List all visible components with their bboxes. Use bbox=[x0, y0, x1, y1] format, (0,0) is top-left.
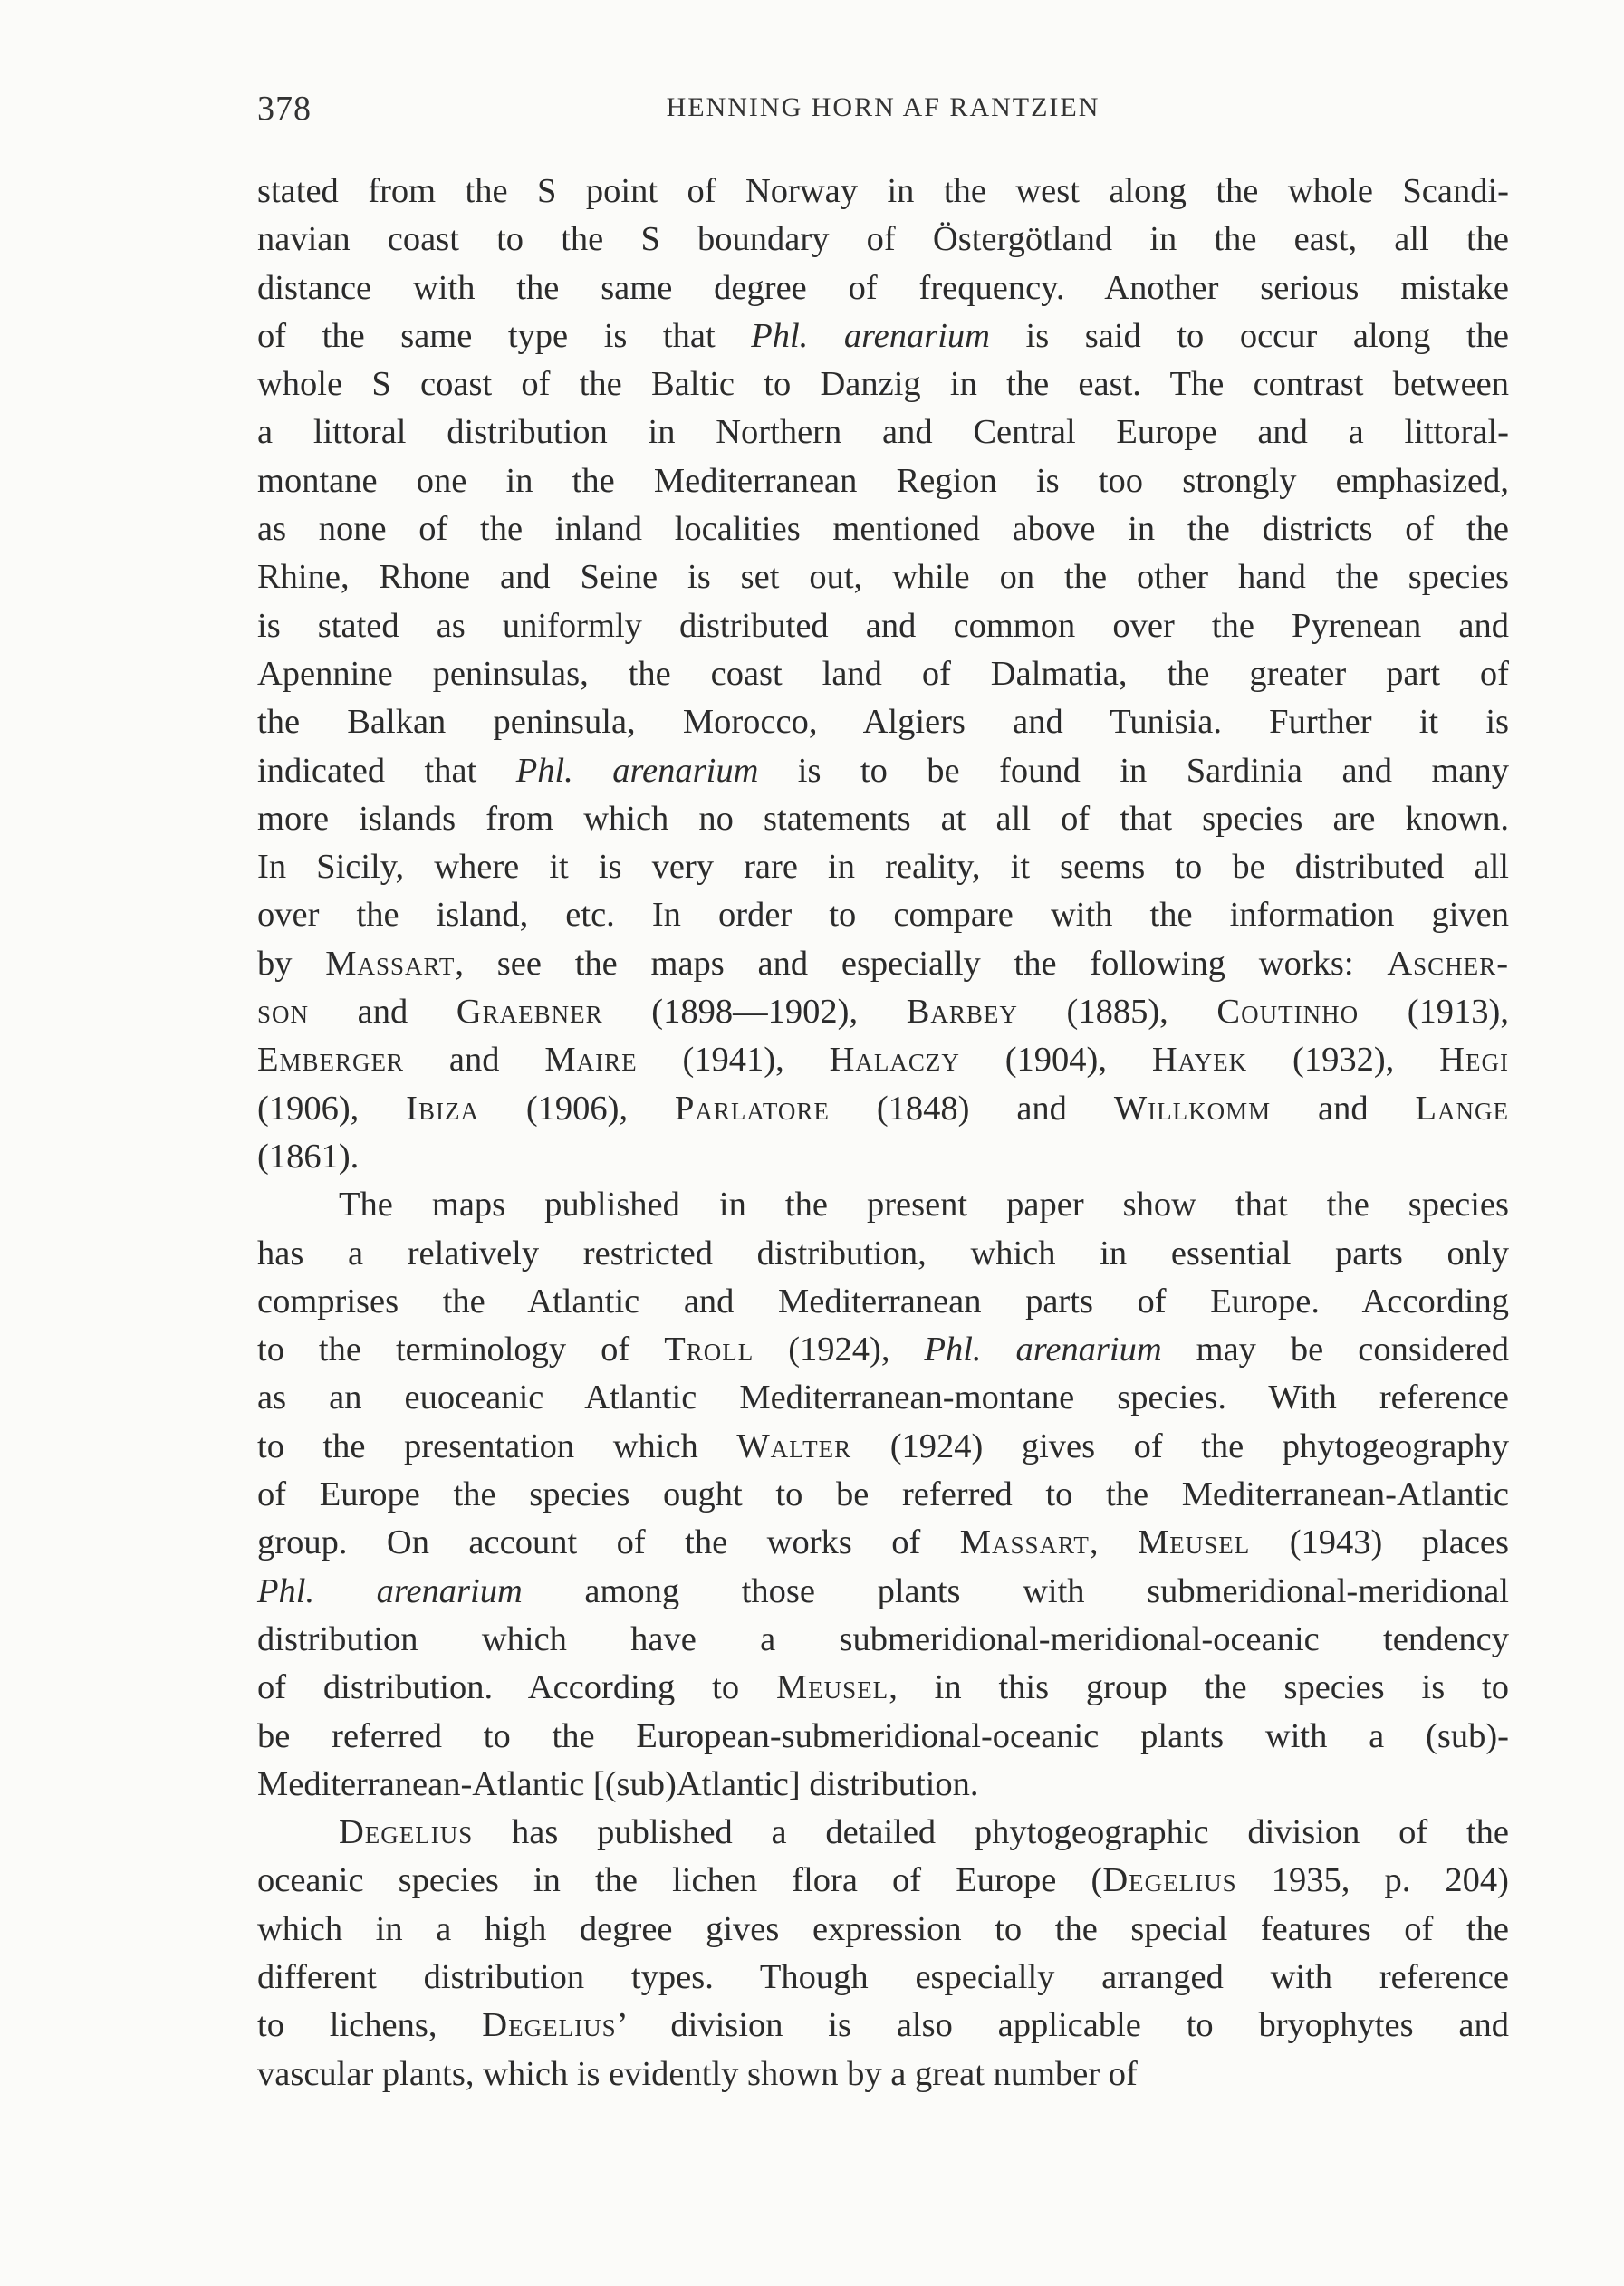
text-run: (1906), bbox=[478, 1089, 675, 1128]
author-name: Willkomm bbox=[1113, 1089, 1272, 1128]
author-name: Hegi bbox=[1439, 1041, 1509, 1080]
text-line bbox=[257, 1664, 1509, 1712]
text-line bbox=[257, 795, 1509, 843]
text-run: among those plants with submeridional-meridional bbox=[522, 1571, 1509, 1610]
text-line bbox=[257, 553, 1509, 601]
text-line bbox=[257, 1326, 1509, 1374]
text-line bbox=[257, 843, 1509, 891]
text-run: indicated that bbox=[257, 751, 516, 790]
text-run: stated from the S point of Norway in the west along the whole Scandi- bbox=[257, 172, 1509, 210]
italic-text: Phl. arenarium bbox=[257, 1571, 523, 1610]
text-run: of the same type is that bbox=[257, 316, 752, 355]
text-line bbox=[257, 1423, 1509, 1471]
text-run: of distribution. According to bbox=[257, 1668, 776, 1707]
text-run: Apennine peninsulas, the coast land of Dalmatia, the greater part of bbox=[257, 654, 1509, 693]
author-name: Maire bbox=[544, 1041, 638, 1080]
text-line bbox=[257, 1809, 1509, 1857]
text-run: is stated as uniformly distributed and common over the Pyrenean and bbox=[257, 606, 1509, 645]
text-run: montane one in the Mediterranean Region is too strongly emphasized, bbox=[257, 461, 1509, 500]
text-run: of Europe the species ought to be referred to the Mediterranean-Atlantic bbox=[257, 1475, 1509, 1514]
text-run: over the island, etc. In order to compare with the information given bbox=[257, 896, 1509, 935]
italic-text: Phl. arenarium bbox=[515, 751, 759, 790]
text-line bbox=[257, 264, 1509, 312]
author-name: Barbey bbox=[906, 993, 1018, 1032]
text-line bbox=[257, 457, 1509, 505]
author-name: Ibiza bbox=[406, 1089, 479, 1128]
text-run: Rhine, Rhone and Seine is set out, while on the other hand the species bbox=[257, 558, 1509, 597]
text-line bbox=[257, 650, 1509, 698]
text-line bbox=[257, 312, 1509, 360]
text-line bbox=[257, 698, 1509, 746]
text-run: (1848) and bbox=[829, 1089, 1114, 1128]
text-run: (1861). bbox=[257, 1137, 360, 1176]
text-run: and bbox=[404, 1041, 545, 1080]
text-run: distance with the same degree of frequency. Another serious mistake bbox=[257, 268, 1509, 307]
text-run: (1943) places bbox=[1250, 1523, 1509, 1562]
author-name: Degelius bbox=[339, 1813, 474, 1852]
text-run: has a relatively restricted distribution, which in essential parts only bbox=[257, 1234, 1509, 1273]
author-name: Coutinho bbox=[1216, 993, 1360, 1032]
text-line bbox=[257, 747, 1509, 795]
author-name: Walter bbox=[736, 1426, 852, 1465]
text-line bbox=[257, 602, 1509, 650]
text-line bbox=[257, 2051, 1509, 2099]
text-run: whole S coast of the Baltic to Danzig in the east. The contrast between bbox=[257, 365, 1509, 404]
author-name: Parlatore bbox=[675, 1089, 830, 1128]
body-text bbox=[257, 168, 1509, 2099]
text-run: by bbox=[257, 944, 326, 983]
text-run: , bbox=[1089, 1523, 1138, 1562]
text-run: oceanic species in the lichen flora of Europe ( bbox=[257, 1861, 1103, 1900]
text-run: (1904), bbox=[959, 1041, 1152, 1080]
text-run: more islands from which no statements at all of that species are known. bbox=[257, 799, 1509, 838]
author-name: Degelius bbox=[482, 2006, 617, 2045]
text-run: is said to occur along the bbox=[989, 316, 1509, 355]
text-run: ’ division is also applicable to bryophytes and bbox=[616, 2006, 1509, 2045]
author-name: Troll bbox=[664, 1330, 754, 1369]
text-run: (1913), bbox=[1359, 993, 1509, 1032]
page-header bbox=[257, 89, 1509, 134]
text-run: (1924) gives of the phytogeography bbox=[851, 1426, 1509, 1465]
text-line bbox=[257, 1085, 1509, 1133]
text-run: a littoral distribution in Northern and Central Europe and a littoral- bbox=[257, 413, 1509, 452]
text-run: navian coast to the S boundary of Östergötland in the east, all the bbox=[257, 220, 1509, 259]
text-run: different distribution types. Though especially arranged with reference bbox=[257, 1957, 1509, 1996]
text-line bbox=[257, 1181, 1509, 1229]
italic-text: Phl. arenarium bbox=[751, 316, 990, 355]
text-run: (1924), bbox=[754, 1330, 925, 1369]
running-head: HENNING HORN AF RANTZIEN bbox=[666, 92, 1100, 122]
text-line bbox=[257, 1230, 1509, 1278]
text-line bbox=[257, 1519, 1509, 1567]
text-run: is to be found in Sardinia and many bbox=[758, 751, 1510, 790]
text-run: In Sicily, where it is very rare in reality, it seems to be distributed all bbox=[257, 848, 1509, 887]
author-name: Massart bbox=[959, 1523, 1090, 1562]
author-name: Halaczy bbox=[829, 1041, 960, 1080]
author-name: Hayek bbox=[1151, 1041, 1248, 1080]
text-run: and bbox=[1271, 1089, 1416, 1128]
text-run: the Balkan peninsula, Morocco, Algiers and Tunisia. Further it is bbox=[257, 703, 1509, 742]
paragraph bbox=[257, 1809, 1509, 2099]
text-run: has published a detailed phytogeographic division of the bbox=[473, 1813, 1509, 1852]
text-run: , in this group the species is to bbox=[889, 1668, 1509, 1707]
text-line bbox=[257, 360, 1509, 408]
text-line bbox=[257, 408, 1509, 456]
text-run: as an euoceanic Atlantic Mediterranean-montane species. With reference bbox=[257, 1378, 1509, 1417]
text-run: (1932), bbox=[1247, 1041, 1440, 1080]
text-line bbox=[257, 891, 1509, 939]
paragraph bbox=[257, 1181, 1509, 1809]
author-name: Graebner bbox=[456, 993, 603, 1032]
text-line bbox=[257, 1954, 1509, 2002]
text-run: (1941), bbox=[637, 1041, 830, 1080]
text-run: to lichens, bbox=[257, 2006, 483, 2045]
text-line bbox=[257, 1568, 1509, 1616]
author-name: Ascher- bbox=[1387, 944, 1510, 983]
text-run: , see the maps and especially the following works: bbox=[455, 944, 1388, 983]
author-name: son bbox=[257, 993, 310, 1032]
text-run: Mediterranean-Atlantic [(sub)Atlantic] distribution. bbox=[257, 1764, 979, 1803]
text-line bbox=[257, 1713, 1509, 1761]
text-run: to the terminology of bbox=[257, 1330, 665, 1369]
text-run: (1885), bbox=[1017, 993, 1217, 1032]
text-line bbox=[257, 1616, 1509, 1664]
text-run: group. On account of the works of bbox=[257, 1523, 960, 1562]
text-run: be referred to the European-submeridional-oceanic plants with a (sub)- bbox=[257, 1716, 1509, 1755]
text-line bbox=[257, 168, 1509, 216]
text-line bbox=[257, 1036, 1509, 1084]
text-run: (1906), bbox=[257, 1089, 407, 1128]
text-run: The maps published in the present paper show that the species bbox=[339, 1186, 1509, 1225]
text-run: vascular plants, which is evidently shown by a great number of bbox=[257, 2054, 1138, 2093]
author-name: Meusel bbox=[1138, 1523, 1251, 1562]
text-line bbox=[257, 988, 1509, 1036]
text-run: to the presentation which bbox=[257, 1426, 737, 1465]
author-name: Meusel bbox=[775, 1668, 889, 1707]
text-line bbox=[257, 505, 1509, 553]
text-line bbox=[257, 1278, 1509, 1326]
text-line bbox=[257, 1857, 1509, 1905]
author-name: Massart bbox=[325, 944, 456, 983]
text-line bbox=[257, 1761, 1509, 1809]
text-run: as none of the inland localities mentioned above in the districts of the bbox=[257, 510, 1509, 549]
author-name: Degelius bbox=[1102, 1861, 1237, 1900]
text-run: and bbox=[309, 993, 456, 1032]
paragraph bbox=[257, 168, 1509, 1181]
text-run: distribution which have a submeridional-meridional-oceanic tendency bbox=[257, 1619, 1509, 1658]
text-run: which in a high degree gives expression to the special features of the bbox=[257, 1909, 1509, 1948]
text-line bbox=[257, 940, 1509, 988]
italic-text: Phl. arenarium bbox=[924, 1330, 1162, 1369]
text-line bbox=[257, 1133, 1509, 1181]
text-run: comprises the Atlantic and Mediterranean parts of Europe. According bbox=[257, 1282, 1509, 1321]
text-line bbox=[257, 216, 1509, 264]
text-line bbox=[257, 1471, 1509, 1519]
page-number: 378 bbox=[257, 90, 312, 128]
author-name: Lange bbox=[1415, 1089, 1509, 1128]
text-line bbox=[257, 1906, 1509, 1954]
text-line bbox=[257, 1374, 1509, 1422]
text-run: 1935, p. 204) bbox=[1236, 1861, 1509, 1900]
text-run: (1898—1902), bbox=[602, 993, 907, 1032]
text-run: may be considered bbox=[1161, 1330, 1509, 1369]
author-name: Emberger bbox=[257, 1041, 405, 1080]
text-line bbox=[257, 2002, 1509, 2050]
